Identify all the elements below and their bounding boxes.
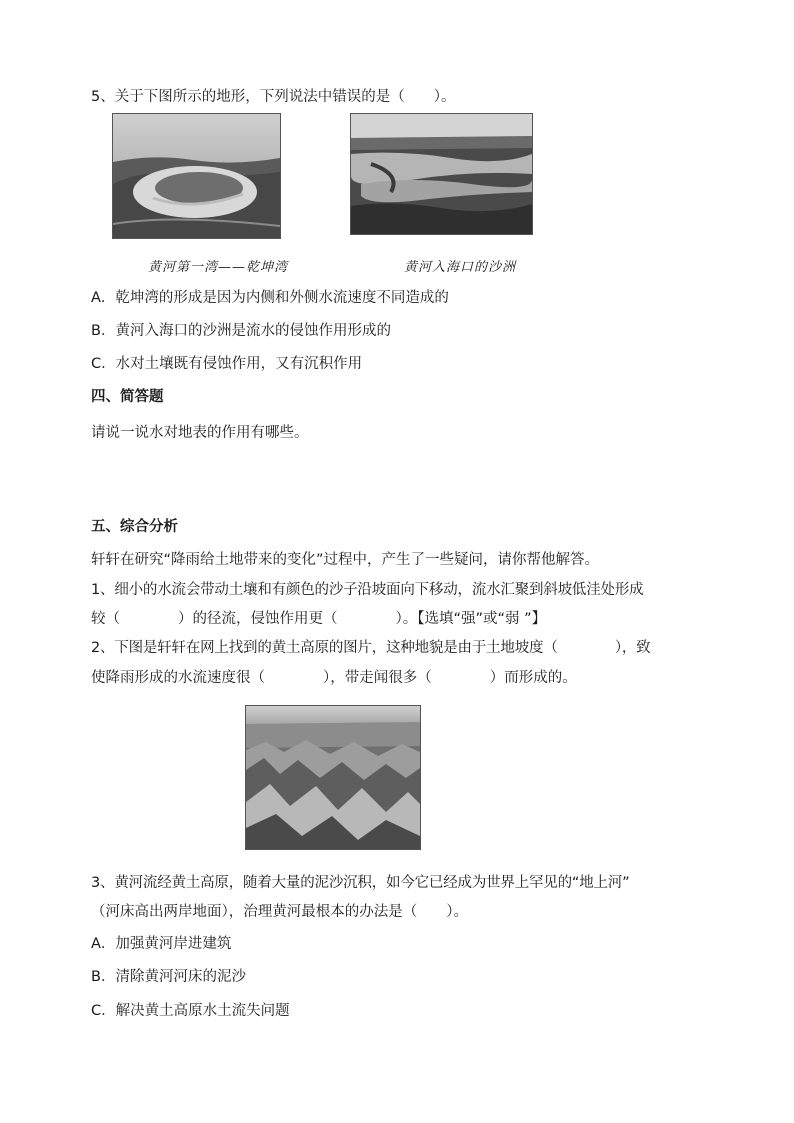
section4-title: 四、简答题: [91, 389, 164, 405]
river-delta-photo: [350, 113, 533, 235]
s5-q1-line1: 1、细小的水流会带动土壤和有颜色的沙子沿坡面向下移动，流水汇聚到斜坡低洼处形成: [91, 582, 644, 598]
q5-stem: 5、关于下图所示的地形，下列说法中错误的是（ ）。: [91, 89, 456, 105]
s5-q2-line1: 2、下图是轩轩在网上找到的黄土高原的图片，这种地貌是由于土地坡度（ ），致: [91, 640, 651, 656]
loess-plateau-photo: [245, 705, 421, 850]
s5-q3-option-c: C．解决黄土高原水土流失问题: [91, 1003, 290, 1019]
caption-qiankun-bay: 黄河第一湾——乾坤湾: [148, 260, 289, 275]
section4-question: 请说一说水对地表的作用有哪些。: [91, 425, 309, 441]
s5-q3-line1: 3、黄河流经黄土高原，随着大量的泥沙沉积，如今它已经成为世界上罕见的“地上河”: [91, 875, 630, 891]
s5-q3-option-b: B．清除黄河河床的泥沙: [91, 969, 246, 985]
s5-q3-option-a: A．加强黄河岸进建筑: [91, 936, 232, 952]
q5-option-a: A．乾坤湾的形成是因为内侧和外侧水流速度不同造成的: [91, 290, 449, 306]
section5-intro: 轩轩在研究“降雨给土地带来的变化”过程中，产生了一些疑问，请你帮他解答。: [91, 552, 600, 568]
qiankun-bay-photo: [112, 113, 281, 239]
q5-option-c: C．水对土壤既有侵蚀作用，又有沉积作用: [91, 356, 363, 372]
s5-q1-line2: 较（ ）的径流，侵蚀作用更（ ）。【选填“强”或“弱 ”】: [91, 611, 547, 627]
section5-title: 五、综合分析: [91, 519, 178, 535]
s5-q3-line2: （河床高出两岸地面），治理黄河最根本的办法是（ ）。: [91, 904, 468, 920]
caption-delta-sandbar: 黄河入海口的沙洲: [404, 260, 517, 275]
s5-q2-line2: 使降雨形成的水流速度很（ ），带走闻很多（ ）而形成的。: [91, 670, 577, 686]
q5-option-b: B．黄河入海口的沙洲是流水的侵蚀作用形成的: [91, 323, 391, 339]
